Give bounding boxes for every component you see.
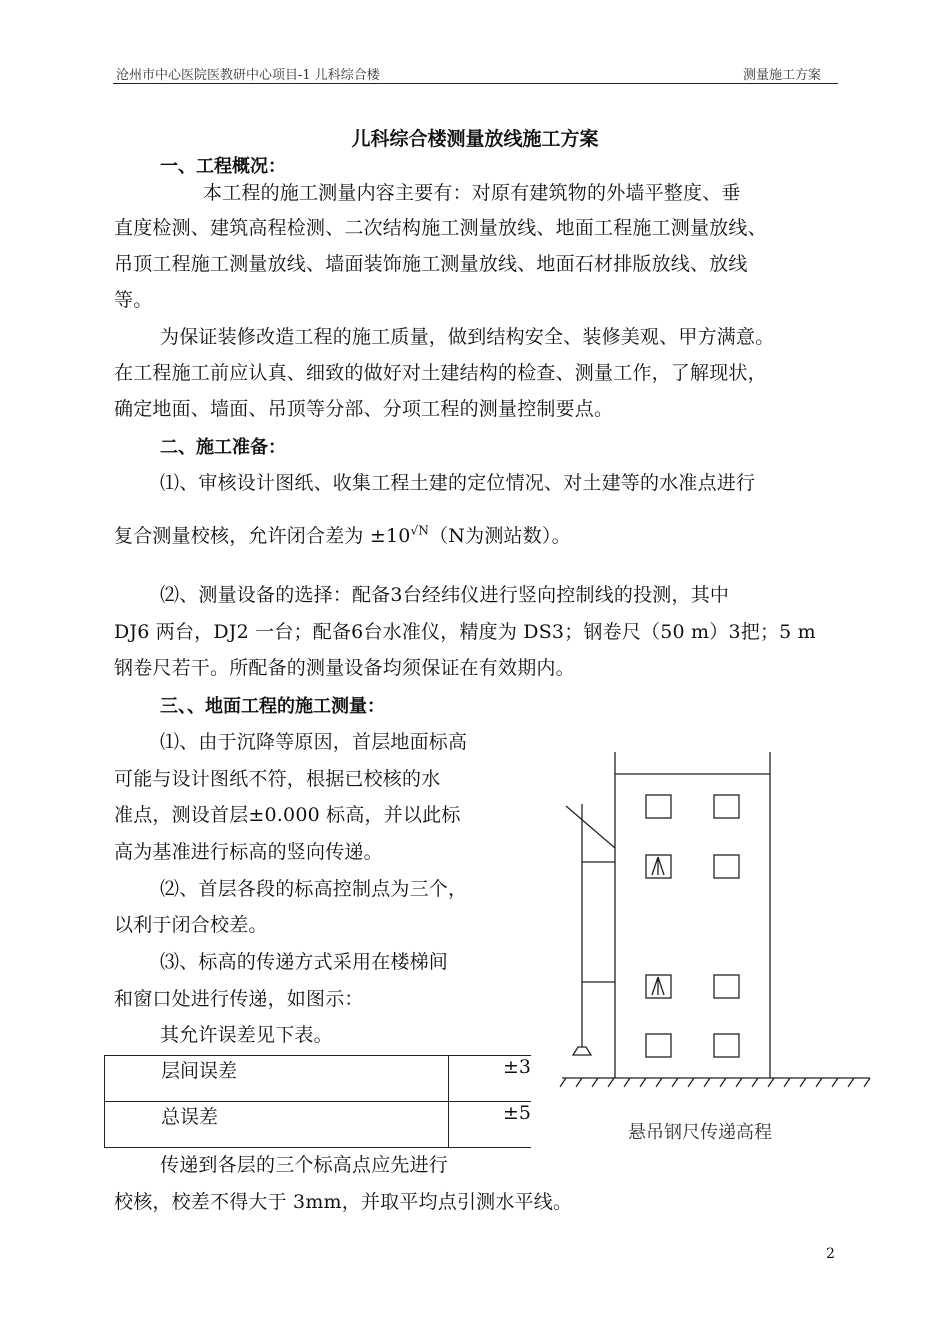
window — [714, 975, 739, 998]
s2-item1-line1: ⑴、审核设计图纸、收集工程土建的定位情况、对土建等的水准点进行 — [160, 472, 756, 494]
s3-item3-line2: 和窗口处进行传递，如图示： — [114, 988, 364, 1010]
section-1-heading: 一、工程概况： — [160, 156, 286, 177]
level-instrument-icon — [652, 857, 664, 875]
header-divider — [113, 83, 838, 84]
s1-p2-line2: 在工程施工前应认真、细致的做好对土建结构的检查、测量工作，了解现状， — [114, 362, 767, 384]
document-title: 儿科综合楼测量放线施工方案 — [351, 128, 599, 150]
window — [714, 855, 739, 878]
section-3-heading: 三、、地面工程的施工测量： — [160, 696, 385, 717]
s3-item1-line4: 高为基准进行标高的竖向传递。 — [114, 841, 383, 863]
window — [646, 1034, 671, 1057]
s3-item1-line3: 准点，测设首层±0.000 标高，并以此标 — [114, 804, 461, 826]
window — [714, 1034, 739, 1057]
s2-item1-text-a: 复合测量校核，允许闭合差为 ±10 — [114, 525, 411, 547]
sqrt-n-symbol: √N — [410, 523, 430, 538]
plumb-weight-icon — [573, 1047, 591, 1055]
s2-item2-line3: 钢卷尺若干。所配备的测量设备均须保证在有效期内。 — [114, 657, 575, 679]
s2-item1-line2 — [114, 521, 571, 548]
suspension-arm — [566, 806, 615, 848]
section-2-heading: 二、施工准备： — [160, 437, 286, 458]
s1-p1-line1: 本工程的施工测量内容主要有：对原有建筑物的外墙平整度、垂 — [203, 182, 741, 204]
s2-item2-line2: DJ6 两台，DJ2 一台；配备6台水准仪，精度为 DS3；钢卷尺（50 m）3把；5 m — [114, 621, 816, 643]
header-left: 沧州市中心医院医教研中心项目-1 儿科综合楼 — [116, 68, 380, 83]
s3-table-intro: 其允许误差见下表。 — [160, 1024, 333, 1046]
window — [714, 795, 739, 818]
s1-p1-line4: 等。 — [114, 289, 153, 311]
s1-p2-line1: 为保证装修改造工程的施工质量，做到结构安全、装修美观、甲方满意。 — [160, 326, 775, 348]
s3-after-line1: 传递到各层的三个标高点应先进行 — [160, 1154, 449, 1176]
window — [646, 795, 671, 818]
s3-item1-line1: ⑴、由于沉降等原因，首层地面标高 — [160, 731, 468, 753]
s3-item2-line1: ⑵、首层各段的标高控制点为三个， — [160, 878, 468, 900]
s2-item2-line1: ⑵、测量设备的选择：配备3台经纬仪进行竖向控制线的投测，其中 — [160, 584, 730, 606]
level-instrument-icon — [652, 977, 664, 995]
table-cell-label: 层间误差 — [105, 1056, 449, 1102]
s3-item3-line1: ⑶、标高的传递方式采用在楼梯间 — [160, 951, 449, 973]
table-row — [105, 1056, 532, 1102]
s3-item2-line2: 以利于闭合校差。 — [114, 914, 268, 936]
diagram-caption: 悬吊钢尺传递高程 — [628, 1122, 772, 1143]
s3-after-line2: 校核，校差不得大于 3mm，并取平均点引测水平线。 — [114, 1191, 573, 1213]
table-cell-label: 总误差 — [105, 1102, 449, 1148]
s1-p1-line2: 直度检测、建筑高程检测、二次结构施工测量放线、地面工程施工测量放线、 — [114, 217, 767, 239]
ground-hatching — [560, 1078, 870, 1087]
table-row — [105, 1102, 532, 1148]
s1-p1-line3: 吊顶工程施工测量放线、墙面装饰施工测量放线、地面石材排版放线、放线 — [114, 253, 748, 275]
s3-item1-line2: 可能与设计图纸不符，根据已校核的水 — [114, 768, 441, 790]
tolerance-table — [104, 1055, 531, 1148]
table-cell-value: ±3 — [448, 1056, 531, 1102]
page-number: 2 — [826, 1246, 835, 1262]
s2-item1-text-b: （N为测站数）。 — [429, 525, 571, 547]
table-cell-value: ±5 — [448, 1102, 531, 1148]
elevation-transfer-diagram — [540, 745, 875, 1090]
header-right: 测量施工方案 — [743, 68, 822, 83]
s1-p2-line3: 确定地面、墙面、吊顶等分部、分项工程的测量控制要点。 — [114, 398, 614, 420]
